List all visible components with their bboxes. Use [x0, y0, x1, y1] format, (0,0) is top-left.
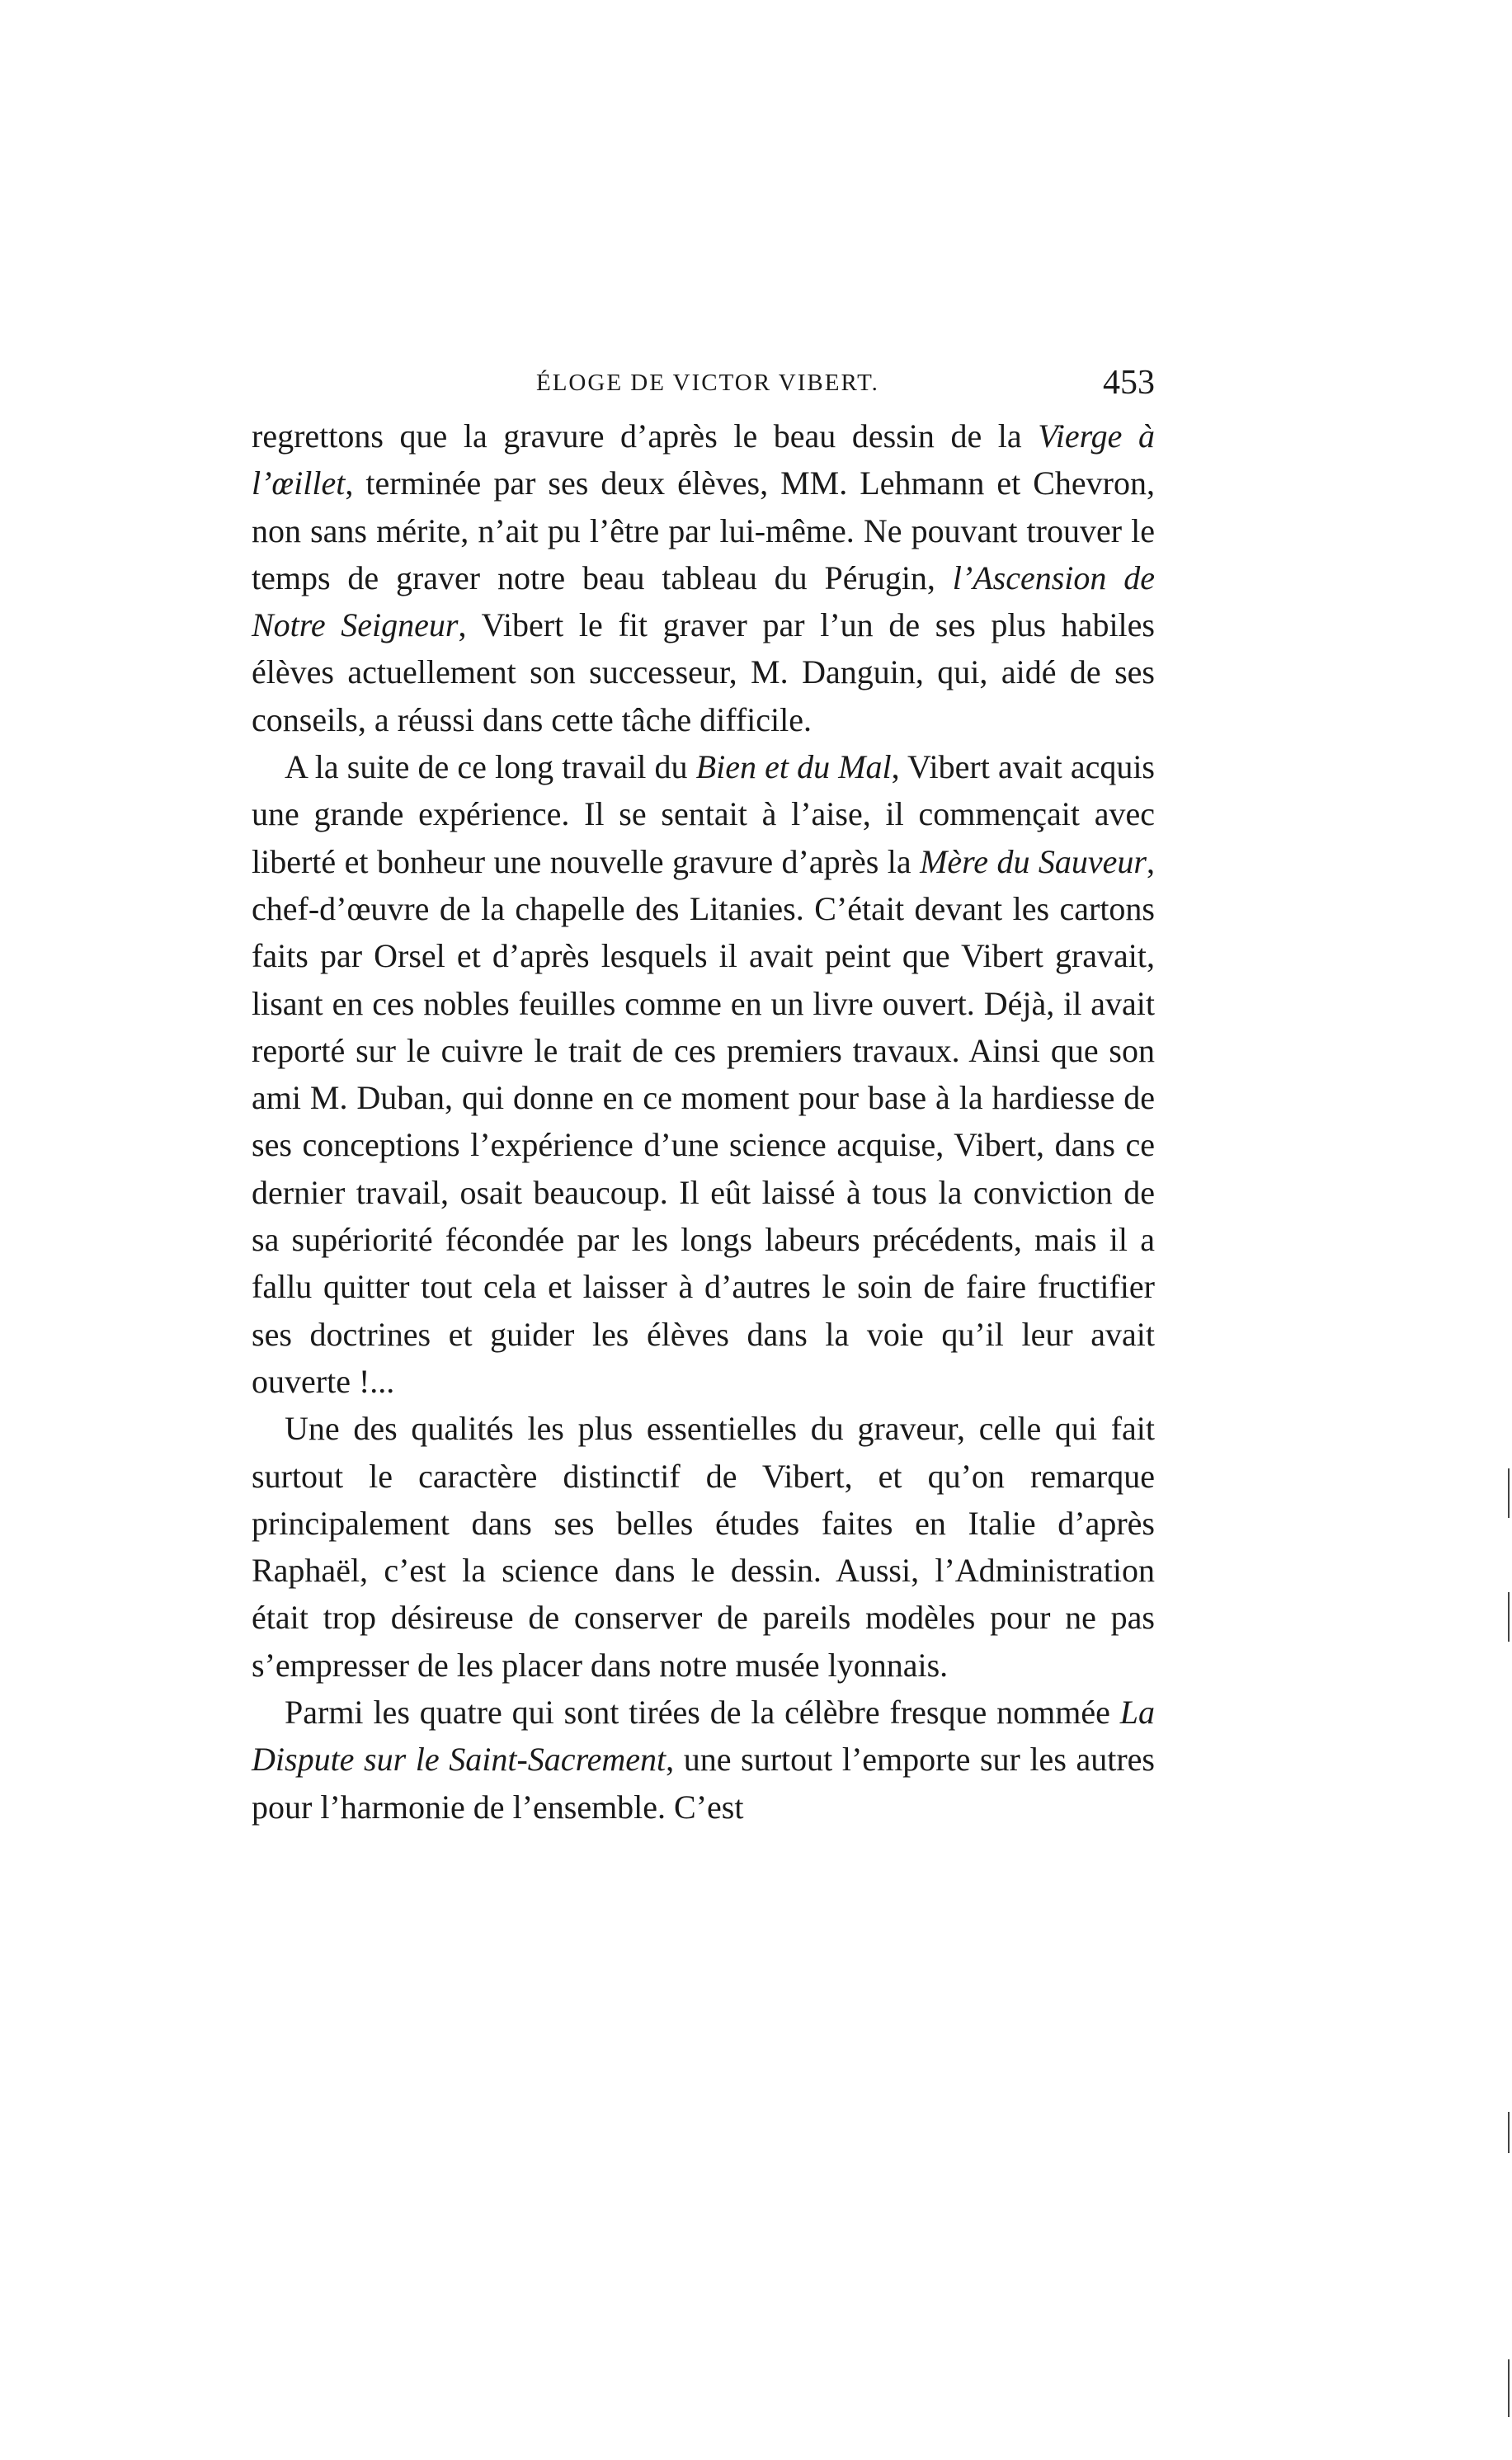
paragraph [252, 1689, 1155, 1831]
text-run: , Vibert le fit graver par l’un de ses plus habiles élèves actuellement son successeur, M. Danguin, qui, aidé de ses conseils, a réussi dans cette tâche difficile. [252, 606, 1155, 738]
text-run: , Vibert avait acquis une grande expérience. Il se sentait à l’aise, il commençait avec liberté et bonheur une nouvelle gravure d’après la [252, 748, 1156, 880]
text-run: , une surtout l’emporte sur les autres pour l’harmonie de l’ensemble. C’est [252, 1741, 1155, 1826]
paragraph [252, 1405, 1155, 1689]
running-title: ÉLOGE DE VICTOR VIBERT. [536, 370, 879, 396]
italic-run: Vierge à l’œillet [252, 417, 1156, 502]
italic-run: Bien et du Mal [695, 748, 892, 786]
text-run: , chef-d’œuvre de la chapelle des Litanies. C’était devant les cartons faits par Orsel et d’après lesquels il avait peint que Vibert gravait, lisant en ces nobles feuilles comme en un livre ouvert. Déjà, il avait reporté sur le cuivre le trait de ces premiers travaux. Ainsi que son ami M. Duban, qui donne en ce moment pour base à la hardiesse de ses conceptions l’expérience d’une science acquise, Vibert, dans ce dernier travail, osait beaucoup. Il eût laissé à tous la conviction de sa supériorité fécondée par les longs labeurs précédents, mais il a fallu quitter tout cela et laisser à d’autres le soin de faire fructifier ses doctrines et guider les élèves dans la voie qu’il leur avait ouverte !... [252, 842, 1155, 1400]
page-number: 453 [1103, 364, 1155, 402]
paragraph [252, 412, 1155, 743]
scan-mark [1508, 2359, 1510, 2417]
italic-run: Mère du Sauveur [920, 842, 1147, 880]
italic-run: La Dispute sur le Saint-Sacrement [252, 1694, 1155, 1779]
page-header [252, 363, 1155, 412]
text-run: A la suite de ce long travail du [285, 748, 696, 786]
text-run: Une des qualités les plus essentielles du graveur, celle qui fait surtout le caractère distinctif de Vibert, et qu’on remarque principalement dans ses belles études faites en Italie d’après Raphaël, c’est la science dans le dessin. Aussi, l’Administration était trop désireuse de conserver de pareils modèles pour ne pas s’empresser de les placer dans notre musée lyonnais. [252, 1410, 1155, 1684]
italic-run: l’Ascension de Notre Seigneur [252, 558, 1155, 644]
paragraph [252, 743, 1155, 1405]
text-run: regrettons que la gravure d’après le beau dessin de la [252, 417, 1039, 455]
scan-mark [1508, 2112, 1510, 2153]
scan-mark [1508, 1592, 1510, 1642]
text-run: , terminée par ses deux élèves, MM. Lehmann et Chevron, non sans mérite, n’ait pu l’être par lui-même. Ne pouvant trouver le temps de graver notre beau tableau du Pérugin, [252, 464, 1155, 596]
scan-mark [1508, 1468, 1510, 1518]
text-run: Parmi les quatre qui sont tirées de la célèbre fresque nommée [285, 1694, 1120, 1732]
body-text [252, 412, 1155, 1831]
